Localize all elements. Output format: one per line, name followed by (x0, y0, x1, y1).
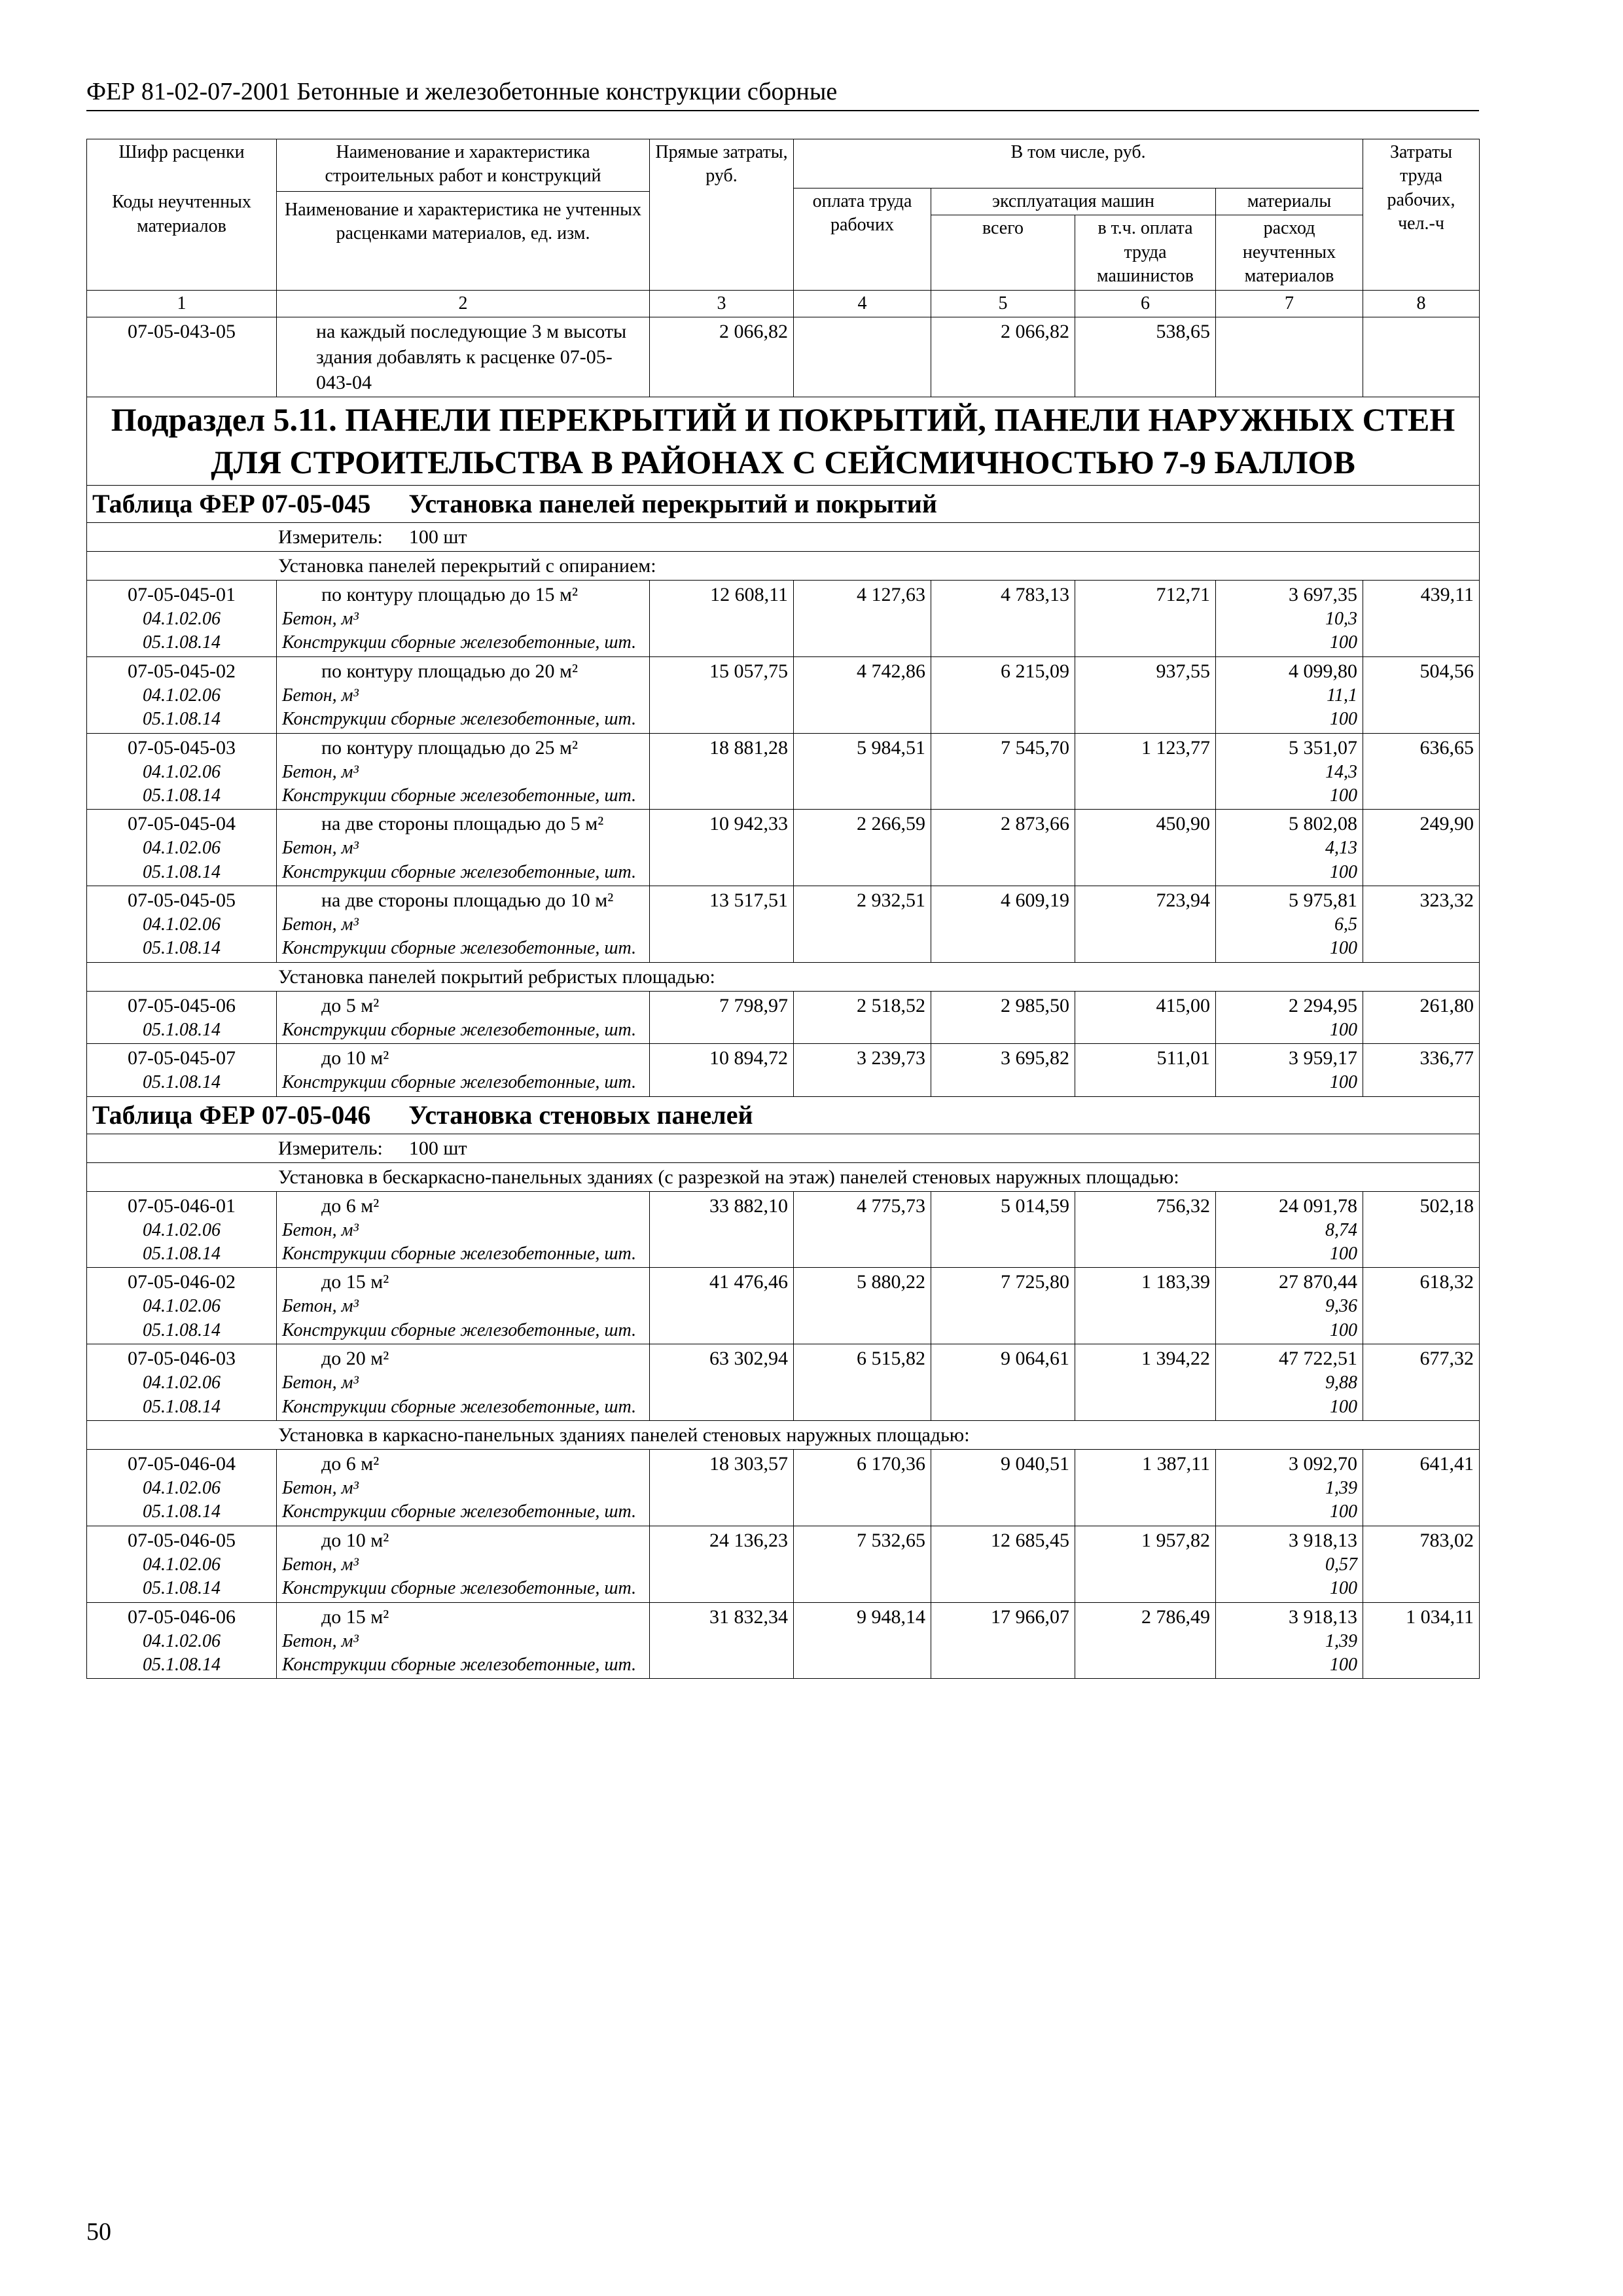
rate-wages: 2 518,52 (794, 991, 931, 1043)
rate-mach-wages: 450,90 (1075, 810, 1216, 886)
measure-value: 100 шт (408, 1137, 467, 1159)
rate-code-cell (87, 580, 277, 656)
rate-code-cell (87, 886, 277, 963)
rate-code: 07-05-045-03 (128, 736, 236, 759)
material-code: 05.1.08.14 (143, 1319, 221, 1340)
rate-materials-cell (1216, 991, 1363, 1043)
material-name: Бетон, м³ (282, 838, 359, 859)
rate-name-cell (277, 810, 650, 886)
rate-code-cell (87, 1344, 277, 1421)
rate-mach-wages: 511,01 (1075, 1044, 1216, 1096)
rate-code: 07-05-045-07 (128, 1047, 236, 1069)
rate-name-cell (277, 733, 650, 810)
rate-labor: 323,32 (1363, 886, 1480, 963)
rate-name: до 6 м² (321, 1452, 380, 1475)
measure-row (87, 1134, 1480, 1162)
material-name: Бетон, м³ (282, 1554, 359, 1575)
material-name: Бетон, м³ (282, 685, 359, 706)
material-code: 05.1.08.14 (143, 1244, 221, 1265)
rate-name: до 20 м² (321, 1348, 389, 1370)
section-text: Установка в каркасно-панельных зданиях панелей стеновых наружных площадью: (278, 1424, 970, 1446)
material-code: 05.1.08.14 (143, 861, 221, 882)
rate-mach-wages: 538,65 (1075, 317, 1216, 397)
material-qty: 100 (1330, 861, 1358, 882)
rate-mach-wages: 415,00 (1075, 991, 1216, 1043)
material-name: Конструкции сборные железобетонные, шт. (282, 1578, 637, 1599)
rate-name-cell (277, 1449, 650, 1526)
rate-direct: 31 832,34 (650, 1602, 794, 1679)
rate-labor: 641,41 (1363, 1449, 1480, 1526)
rate-total: 2 066,82 (931, 317, 1075, 397)
rate-total: 9 040,51 (931, 1449, 1075, 1526)
col-num: 4 (794, 290, 931, 317)
material-name: Конструкции сборные железобетонные, шт. (282, 1019, 637, 1040)
rate-name-cell (277, 656, 650, 733)
rate-code-cell (87, 1044, 277, 1096)
rate-code: 07-05-046-01 (128, 1194, 236, 1217)
rate-name: до 6 м² (321, 1194, 380, 1217)
measure-row-cell (87, 522, 1480, 551)
col-incl-header: В том числе, руб. (794, 139, 1363, 188)
rate-materials: 47 722,51 (1279, 1348, 1358, 1370)
rate-labor (1363, 317, 1480, 397)
rate-name-cell (277, 991, 650, 1043)
material-qty: 100 (1330, 1654, 1358, 1675)
rate-name-cell (277, 1268, 650, 1344)
rate-row (87, 886, 1480, 963)
rate-labor: 618,32 (1363, 1268, 1480, 1344)
table-title-cell (87, 485, 1480, 522)
rate-name-cell (277, 1602, 650, 1679)
material-qty: 100 (1330, 632, 1358, 653)
rate-direct: 7 798,97 (650, 991, 794, 1043)
rate-direct: 10 894,72 (650, 1044, 794, 1096)
rate-direct: 15 057,75 (650, 656, 794, 733)
rate-direct: 24 136,23 (650, 1526, 794, 1602)
col-code-header: Шифр расценки Коды неучтенных материалов (87, 139, 277, 291)
rate-name: по контуру площадью до 20 м² (321, 660, 579, 682)
rate-materials-cell (1216, 1602, 1363, 1679)
rate-wages: 5 880,22 (794, 1268, 931, 1344)
subsection-line: Подраздел 5.11. ПАНЕЛИ ПЕРЕКРЫТИЙ И ПОКРЫТИЙ, ПАНЕЛИ НАРУЖНЫХ СТЕН (111, 401, 1455, 438)
section-caption (87, 551, 1480, 580)
rate-mach-wages: 1 123,77 (1075, 733, 1216, 810)
rate-materials-cell (1216, 1191, 1363, 1268)
rate-row (87, 1191, 1480, 1268)
col-num: 3 (650, 290, 794, 317)
table-name: Установка панелей перекрытий и покрытий (408, 488, 937, 518)
page-number: 50 (86, 2218, 111, 2246)
rate-wages: 7 532,65 (794, 1526, 931, 1602)
material-qty: 100 (1330, 785, 1358, 806)
material-qty: 9,88 (1325, 1372, 1358, 1393)
rate-labor: 261,80 (1363, 991, 1480, 1043)
material-name: Конструкции сборные железобетонные, шт. (282, 709, 637, 730)
rate-labor: 249,90 (1363, 810, 1480, 886)
material-code: 05.1.08.14 (143, 1654, 221, 1675)
rate-mach-wages: 712,71 (1075, 580, 1216, 656)
col-mach-wages-header: в т.ч. оплата труда машинистов (1075, 215, 1216, 290)
rate-name: по контуру площадью до 25 м² (321, 736, 579, 759)
section-caption-cell (87, 1162, 1480, 1191)
material-code: 05.1.08.14 (143, 785, 221, 806)
col-mat-use-header: расход неучтенных материалов (1216, 215, 1363, 290)
rate-code: 07-05-045-06 (128, 994, 236, 1016)
rate-code: 07-05-046-06 (128, 1605, 236, 1628)
material-code: 05.1.08.14 (143, 1578, 221, 1599)
rate-total: 2 873,66 (931, 810, 1075, 886)
rate-total: 4 609,19 (931, 886, 1075, 963)
page-header: ФЕР 81-02-07-2001 Бетонные и железобетонные конструкции сборные (86, 77, 1479, 111)
rate-labor: 1 034,11 (1363, 1602, 1480, 1679)
rate-mach-wages: 1 387,11 (1075, 1449, 1216, 1526)
material-qty: 100 (1330, 1319, 1358, 1340)
col-machines-header: эксплуатация машин (931, 188, 1216, 215)
rate-mach-wages: 723,94 (1075, 886, 1216, 963)
material-qty: 100 (1330, 709, 1358, 730)
rate-labor: 677,32 (1363, 1344, 1480, 1421)
rate-materials: 3 092,70 (1289, 1452, 1358, 1475)
rate-direct: 41 476,46 (650, 1268, 794, 1344)
rate-row (87, 656, 1480, 733)
rate-name-cell (277, 1344, 650, 1421)
rate-wages: 2 932,51 (794, 886, 931, 963)
rate-materials: 5 802,08 (1289, 813, 1358, 835)
rate-row (87, 580, 1480, 656)
rate-total: 7 545,70 (931, 733, 1075, 810)
material-code: 05.1.08.14 (143, 1072, 221, 1093)
rate-row (87, 810, 1480, 886)
rate-mach-wages: 937,55 (1075, 656, 1216, 733)
rate-name-cell (277, 1526, 650, 1602)
material-code: 04.1.02.06 (143, 685, 221, 706)
col-direct-header: Прямые затраты, руб. (650, 139, 794, 291)
material-name: Конструкции сборные железобетонные, шт. (282, 1654, 637, 1675)
rate-materials-cell (1216, 656, 1363, 733)
rate-code-cell (87, 1191, 277, 1268)
material-name: Бетон, м³ (282, 761, 359, 782)
rate-name: по контуру площадью до 15 м² (321, 583, 579, 605)
rate-materials: 5 351,07 (1289, 736, 1358, 759)
section-caption (87, 1420, 1480, 1449)
carry-row (87, 317, 1480, 397)
material-code: 04.1.02.06 (143, 914, 221, 935)
material-code: 05.1.08.14 (143, 938, 221, 959)
material-name: Бетон, м³ (282, 914, 359, 935)
material-code: 05.1.08.14 (143, 1019, 221, 1040)
rate-name: на две стороны площадью до 5 м² (321, 813, 604, 835)
rate-materials: 2 294,95 (1289, 994, 1358, 1016)
measure-label: Измеритель: (278, 1137, 383, 1159)
material-name: Бетон, м³ (282, 1219, 359, 1240)
rate-materials (1216, 317, 1363, 397)
rate-materials: 3 959,17 (1289, 1047, 1358, 1069)
material-qty: 100 (1330, 1244, 1358, 1265)
rate-labor: 783,02 (1363, 1526, 1480, 1602)
rate-code: 07-05-043-05 (87, 317, 277, 397)
material-name: Бетон, м³ (282, 608, 359, 629)
rate-wages (794, 317, 931, 397)
rate-row (87, 1044, 1480, 1096)
measure-row-cell (87, 1134, 1480, 1162)
rate-total: 4 783,13 (931, 580, 1075, 656)
rate-code-cell (87, 1268, 277, 1344)
section-caption (87, 962, 1480, 991)
rate-name-cell (277, 580, 650, 656)
rate-wages: 4 742,86 (794, 656, 931, 733)
col-name-header: Наименование и характеристика строительных работ и конструкций Наименование и характеристика не учтенных расценками материалов, ед. изм. (277, 139, 650, 291)
rate-row (87, 991, 1480, 1043)
material-qty: 9,36 (1325, 1296, 1358, 1317)
rate-total: 9 064,61 (931, 1344, 1075, 1421)
rate-wages: 2 266,59 (794, 810, 931, 886)
section-caption-cell (87, 551, 1480, 580)
material-name: Конструкции сборные железобетонные, шт. (282, 1319, 637, 1340)
col-materials-header: материалы (1216, 188, 1363, 215)
material-name: Конструкции сборные железобетонные, шт. (282, 1501, 637, 1522)
rate-code: 07-05-046-03 (128, 1348, 236, 1370)
rate-row (87, 1602, 1480, 1679)
material-name: Бетон, м³ (282, 1477, 359, 1498)
section-text: Установка панелей перекрытий с опиранием: (278, 554, 656, 577)
material-code: 05.1.08.14 (143, 1501, 221, 1522)
section-text: Установка панелей покрытий ребристых площадью: (278, 965, 715, 988)
material-name: Конструкции сборные железобетонные, шт. (282, 785, 637, 806)
section-text: Установка в бескаркасно-панельных зданиях (с разрезкой на этаж) панелей стеновых наружных площадью: (278, 1166, 1179, 1188)
section-caption (87, 1162, 1480, 1191)
material-name: Бетон, м³ (282, 1372, 359, 1393)
table-title-cell (87, 1096, 1480, 1134)
measure-row (87, 522, 1480, 551)
material-qty: 100 (1330, 1578, 1358, 1599)
material-code: 04.1.02.06 (143, 1477, 221, 1498)
rate-direct: 13 517,51 (650, 886, 794, 963)
rate-name: на каждый последующие 3 м высоты здания добавлять к расценке 07-05-043-04 (277, 317, 650, 397)
rate-name: до 15 м² (321, 1605, 389, 1628)
section-caption-cell (87, 962, 1480, 991)
rate-direct: 10 942,33 (650, 810, 794, 886)
material-code: 04.1.02.06 (143, 608, 221, 629)
rate-direct: 2 066,82 (650, 317, 794, 397)
rate-mach-wages: 1 957,82 (1075, 1526, 1216, 1602)
rate-labor: 336,77 (1363, 1044, 1480, 1096)
rate-row (87, 1449, 1480, 1526)
rate-materials: 24 091,78 (1279, 1194, 1358, 1217)
rate-code: 07-05-046-02 (128, 1271, 236, 1293)
section-caption-cell (87, 1420, 1480, 1449)
material-qty: 14,3 (1325, 761, 1358, 782)
rate-name-cell (277, 1191, 650, 1268)
material-name: Конструкции сборные железобетонные, шт. (282, 1396, 637, 1417)
material-qty: 8,74 (1325, 1219, 1358, 1240)
material-name: Конструкции сборные железобетонные, шт. (282, 1072, 637, 1093)
rate-wages: 9 948,14 (794, 1602, 931, 1679)
rate-row (87, 1344, 1480, 1421)
material-name: Конструкции сборные железобетонные, шт. (282, 861, 637, 882)
rate-name: до 15 м² (321, 1271, 389, 1293)
rate-name: до 5 м² (321, 994, 380, 1016)
rate-materials-cell (1216, 1449, 1363, 1526)
material-code: 04.1.02.06 (143, 761, 221, 782)
material-qty: 100 (1330, 1019, 1358, 1040)
table-title (87, 485, 1480, 522)
measure-label: Измеритель: (278, 526, 383, 548)
rate-code-cell (87, 1449, 277, 1526)
material-qty: 1,39 (1325, 1630, 1358, 1651)
col-wages-header: оплата труда рабочих (794, 188, 931, 291)
rate-materials: 3 918,13 (1289, 1529, 1358, 1551)
rate-mach-wages: 1 183,39 (1075, 1268, 1216, 1344)
rate-total: 7 725,80 (931, 1268, 1075, 1344)
rate-code: 07-05-045-02 (128, 660, 236, 682)
col-total-header: всего (931, 215, 1075, 290)
rate-wages: 6 170,36 (794, 1449, 931, 1526)
rate-labor: 439,11 (1363, 580, 1480, 656)
col-num: 1 (87, 290, 277, 317)
rate-row (87, 1526, 1480, 1602)
rate-materials: 3 918,13 (1289, 1605, 1358, 1628)
rate-direct: 18 881,28 (650, 733, 794, 810)
material-code: 04.1.02.06 (143, 1630, 221, 1651)
material-qty: 100 (1330, 1072, 1358, 1093)
table-id: Таблица ФЕР 07-05-045 (92, 488, 371, 518)
rate-name-cell (277, 886, 650, 963)
rate-mach-wages: 2 786,49 (1075, 1602, 1216, 1679)
material-code: 04.1.02.06 (143, 1372, 221, 1393)
material-qty: 6,5 (1334, 914, 1358, 935)
rate-code-cell (87, 991, 277, 1043)
col-num: 2 (277, 290, 650, 317)
rate-code: 07-05-046-04 (128, 1452, 236, 1475)
rate-code-cell (87, 1526, 277, 1602)
rate-name: до 10 м² (321, 1047, 389, 1069)
rate-labor: 502,18 (1363, 1191, 1480, 1268)
rate-materials-cell (1216, 733, 1363, 810)
subsection-line: ДЛЯ СТРОИТЕЛЬСТВА В РАЙОНАХ С СЕЙСМИЧНОСТЬЮ 7-9 БАЛЛОВ (211, 443, 1355, 480)
rate-code: 07-05-046-05 (128, 1529, 236, 1551)
rate-materials-cell (1216, 1268, 1363, 1344)
rate-name-cell (277, 1044, 650, 1096)
rate-labor: 636,65 (1363, 733, 1480, 810)
rate-materials-cell (1216, 580, 1363, 656)
rate-materials: 27 870,44 (1279, 1271, 1358, 1293)
material-code: 05.1.08.14 (143, 632, 221, 653)
rate-wages: 4 127,63 (794, 580, 931, 656)
rate-labor: 504,56 (1363, 656, 1480, 733)
rates-table (86, 139, 1480, 1679)
rate-total: 17 966,07 (931, 1602, 1075, 1679)
rate-code-cell (87, 810, 277, 886)
material-code: 05.1.08.14 (143, 1396, 221, 1417)
col-num: 8 (1363, 290, 1480, 317)
material-code: 04.1.02.06 (143, 1296, 221, 1317)
rate-wages: 4 775,73 (794, 1191, 931, 1268)
rate-wages: 6 515,82 (794, 1344, 931, 1421)
rate-direct: 33 882,10 (650, 1191, 794, 1268)
table-id: Таблица ФЕР 07-05-046 (92, 1100, 371, 1130)
col-num: 6 (1075, 290, 1216, 317)
material-name: Конструкции сборные железобетонные, шт. (282, 1244, 637, 1265)
col-num: 5 (931, 290, 1075, 317)
material-name: Бетон, м³ (282, 1630, 359, 1651)
rate-name: на две стороны площадью до 10 м² (321, 889, 614, 912)
rate-materials: 5 975,81 (1289, 889, 1358, 912)
rate-row (87, 733, 1480, 810)
rate-materials: 4 099,80 (1289, 660, 1358, 682)
rate-wages: 3 239,73 (794, 1044, 931, 1096)
rate-direct: 63 302,94 (650, 1344, 794, 1421)
rate-materials-cell (1216, 886, 1363, 963)
material-qty: 0,57 (1325, 1554, 1358, 1575)
rate-total: 6 215,09 (931, 656, 1075, 733)
rate-materials-cell (1216, 810, 1363, 886)
rate-materials-cell (1216, 1526, 1363, 1602)
material-code: 04.1.02.06 (143, 838, 221, 859)
rate-wages: 5 984,51 (794, 733, 931, 810)
subsection-heading (87, 397, 1480, 485)
rate-code-cell (87, 1602, 277, 1679)
table-title (87, 1096, 1480, 1134)
rate-code-cell (87, 733, 277, 810)
table-name: Установка стеновых панелей (408, 1100, 753, 1130)
material-code: 04.1.02.06 (143, 1219, 221, 1240)
measure-value: 100 шт (408, 526, 467, 548)
material-qty: 100 (1330, 1396, 1358, 1417)
material-qty: 100 (1330, 938, 1358, 959)
rate-row (87, 1268, 1480, 1344)
material-code: 04.1.02.06 (143, 1554, 221, 1575)
col-num: 7 (1216, 290, 1363, 317)
col-labor-header: Затраты труда рабочих, чел.-ч (1363, 139, 1480, 291)
material-qty: 4,13 (1325, 838, 1358, 859)
material-name: Бетон, м³ (282, 1296, 359, 1317)
rate-direct: 12 608,11 (650, 580, 794, 656)
rate-total: 5 014,59 (931, 1191, 1075, 1268)
rate-code: 07-05-045-05 (128, 889, 236, 912)
material-qty: 11,1 (1327, 685, 1358, 706)
material-qty: 10,3 (1325, 608, 1358, 629)
rate-materials-cell (1216, 1344, 1363, 1421)
rate-total: 3 695,82 (931, 1044, 1075, 1096)
rate-mach-wages: 756,32 (1075, 1191, 1216, 1268)
material-name: Конструкции сборные железобетонные, шт. (282, 938, 637, 959)
material-code: 05.1.08.14 (143, 709, 221, 730)
rate-total: 12 685,45 (931, 1526, 1075, 1602)
material-name: Конструкции сборные железобетонные, шт. (282, 632, 637, 653)
material-qty: 100 (1330, 1501, 1358, 1522)
rate-direct: 18 303,57 (650, 1449, 794, 1526)
rate-code: 07-05-045-04 (128, 813, 236, 835)
rate-mach-wages: 1 394,22 (1075, 1344, 1216, 1421)
rate-materials: 3 697,35 (1289, 583, 1358, 605)
material-qty: 1,39 (1325, 1477, 1358, 1498)
rate-code: 07-05-045-01 (128, 583, 236, 605)
rate-materials-cell (1216, 1044, 1363, 1096)
rate-code-cell (87, 656, 277, 733)
rate-total: 2 985,50 (931, 991, 1075, 1043)
rate-name: до 10 м² (321, 1529, 389, 1551)
